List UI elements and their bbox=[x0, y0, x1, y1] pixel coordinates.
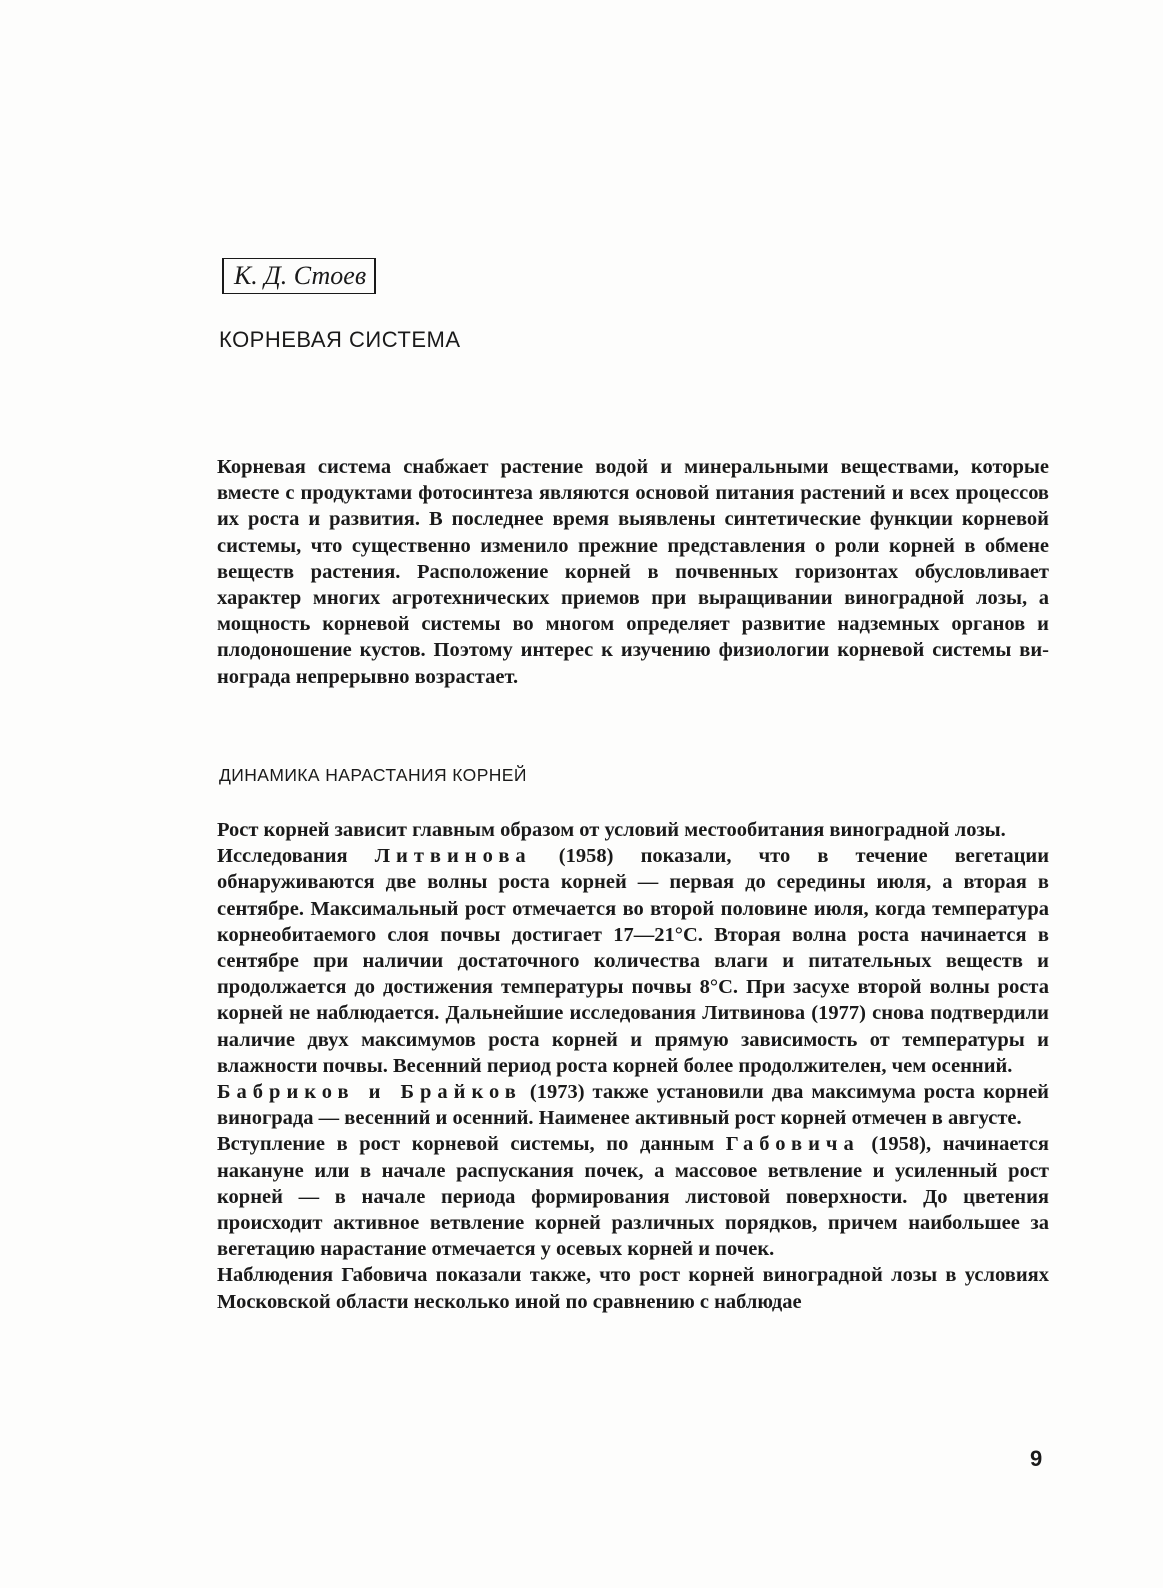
paragraph-1-text: Рост корней зависит главным образом от условий местообитания виноградной лозы. bbox=[217, 819, 1006, 841]
chapter-title: КОРНЕВАЯ СИСТЕМА bbox=[219, 327, 461, 352]
paragraph-1 bbox=[217, 817, 1049, 843]
paragraph-5 bbox=[217, 1262, 1049, 1314]
cited-author-gabovich: Габовича bbox=[725, 1133, 860, 1156]
paragraph-5-text: Наблюдения Габовича показали также, что рост корней виноградной лозы в условиях Московской области несколько иной по сравнению с наблюдае bbox=[217, 1264, 1049, 1313]
paragraph-4-text-start: Вступление в рост корневой системы, по данным bbox=[217, 1133, 726, 1156]
paragraph-2-text-start: Исследования bbox=[217, 845, 375, 868]
page-number: 9 bbox=[1030, 1446, 1043, 1471]
intro-paragraph bbox=[217, 454, 1049, 690]
intro-text: Корневая система снабжает растение водой и минеральными веществами, которые вместе с продуктами фотосинтеза являются основой питания растений и всех процессов их роста и развития. В последнее время выявлены синтетические функции корневой системы, что существенно изменило прежние представления о роли корней в обмене веществ растения. Расположение корней в почвенных горизонтах обусловливает характер многих агротехнических приемов при выращивании виноградной лозы, а мощность корневой системы во многом определяет развитие надземных органов и плодоношение кустов. Поэтому интерес к изучению физиологии корневой системы винограда непрерывно возрастает. bbox=[217, 456, 1049, 688]
section-heading: ДИНАМИКА НАРАСТАНИЯ КОРНЕЙ bbox=[219, 765, 527, 785]
body-text bbox=[217, 817, 1049, 1315]
paragraph-4 bbox=[217, 1131, 1049, 1262]
author-name: К. Д. Стоев bbox=[222, 258, 376, 294]
paragraph-2 bbox=[217, 843, 1049, 1079]
paragraph-3-text: (1973) также установили два максимума роста корней винограда — весенний и осенний. Наименее активный рост корней отмечен в августе. bbox=[217, 1081, 1049, 1130]
paragraph-2-text-end: (1958) показали, что в течение вегетации обнаруживаются две волны роста корней — первая до середины июля, а вторая в сентябре. Максимальный рост отмечается во второй половине июля, когда температура корнеобитаемого слоя почвы достигает 17—21°С. Вторая волна роста начинается в сентябре при наличии достаточного количества влаги и питательных веществ и продолжается до достижения температуры почвы 8°С. При засухе второй волны роста корней не наблюдается. Дальнейшие исследования Литвинова (1977) снова подтвердили наличие двух максимумов роста корней и прямую зависимость от температуры и влажности почвы. Весенний период роста корней более продолжителен, чем осенний. bbox=[217, 845, 1050, 1077]
cited-authors-babrikov-braikov: Бабриков и Брайков bbox=[217, 1081, 522, 1104]
paragraph-4-text-end: (1958), начинается накануне или в начале распускания почек, а массовое ветвление и усиленный рост корней — в начале периода формирования листовой поверхности. До цветения происходит активное ветвление корней различных порядков, причем наибольшее за вегетацию нарастание отмечается у осевых корней и почек. bbox=[217, 1133, 1049, 1261]
paragraph-3 bbox=[217, 1079, 1049, 1131]
cited-author-litvinov: Литвинова bbox=[374, 845, 532, 868]
